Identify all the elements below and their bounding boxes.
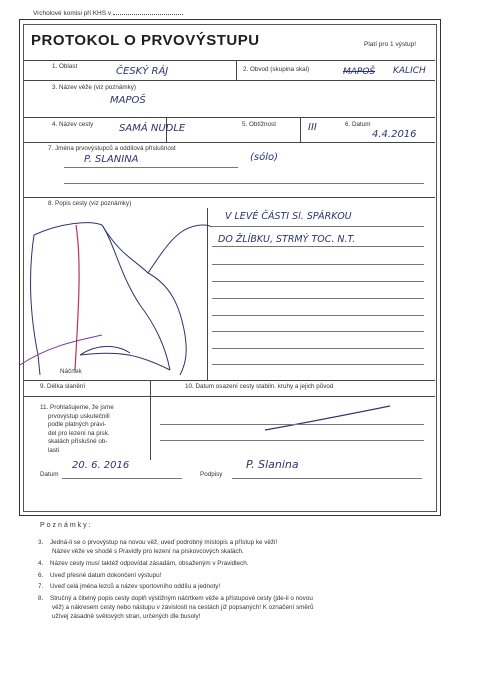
notes-title: Poznámky: [40,522,93,529]
field-obvod-label: 2. Obvod (skupina skal) [243,66,310,73]
field-prohlaseni-label: 11. Prohlašujeme, že jsme prvovýstup uskutečnili podle platných pravi- del pro lezení na písk. skalách příslušné ob- lasti [40,404,114,454]
committee-header-text: Vrcholové komisi při KHS v [33,10,112,17]
datum-osazeni-scribble [150,398,430,438]
committee-header [33,10,183,17]
validity-note: Platí pro 1 výstup! [364,41,417,48]
field-popis-line1[interactable]: V LEVÉ ČÁSTI Sl. SPÁRKOU [225,211,352,222]
field-jmena-label: 7. Jména prvovýstupců a oddílová příslušnost [48,145,176,152]
field-datum-podpis-value[interactable]: 20. 6. 2016 [72,460,130,471]
field-obvod-value[interactable]: KALICH [393,66,426,76]
note-7: 7. Uveď celá jména lezců a název sportovního oddílu a jednoty! [38,583,221,590]
field-popis-label: 8. Popis cesty (viz poznámky) [48,200,132,207]
field-podpisy-label: Podpisy [200,471,223,478]
field-obvod-struck-value: MAPOŠ [343,67,376,77]
field-datum-value[interactable]: 4.4.2016 [372,129,417,140]
field-oblast-label: 1. Oblast [52,63,78,70]
field-datum-podpis-label: Datum [40,471,59,478]
field-nazev-veze-label: 3. Název věže (viz poznámky) [52,84,136,91]
field-datum-label: 6. Datum [345,121,371,128]
field-nazev-cesty-label: 4. Název cesty [52,121,94,128]
field-datum-osazeni-label: 10. Datum osazení cesty stabiln. kruhy a jejich původ [185,383,334,390]
field-obtiznost-value[interactable]: III [308,122,317,133]
field-nazev-cesty-value[interactable]: SAMÁ NUDLE [119,123,186,134]
field-obtiznost-label: 5. Obtížnost [242,121,276,128]
field-nazev-veze-value[interactable]: MAPOŠ [110,95,146,106]
field-delka-slaneni-label: 9. Délka slanění [40,383,86,390]
field-podpisy-value[interactable]: P. Slanina [246,458,299,471]
field-popis-line2[interactable]: DO ŽLÍBKU, STRMÝ TOC. N.T. [218,234,356,245]
note-3: 3. Jedná-li se o prvovýstup na novou věž, uveď podrobný místopis a přístup ke věži! Název věže ve shodě s Pravidly pro lezení na pískovcových skalách. [38,539,278,555]
note-6: 6. Uveď přesné datum dokončení výstupu! [38,572,162,579]
note-4: 4. Název cesty musí taktéž odpovídat zásadám, obsaženým v Pravidlech. [38,560,249,567]
sketch-label: Náčrtek [60,368,82,375]
field-jmena-value[interactable]: P. SLANINA [84,154,139,165]
note-8: 8. Stručný a čitelný popis cesty doplň výstižným náčrtkem věže a přístupové cesty (jde-li o novou věž) a nákresem cesty nebo nástupu v závislosti na cestách již popsaných! K označení směrů užívej zásadně světových stran, určených dle busoly! [38,595,314,620]
form-title: PROTOKOL O PRVOVÝSTUPU [31,32,260,49]
route-sketch [20,205,220,380]
field-jmena-extra[interactable]: (sólo) [250,152,279,163]
field-oblast-value[interactable]: ČESKÝ RÁJ [116,66,169,77]
